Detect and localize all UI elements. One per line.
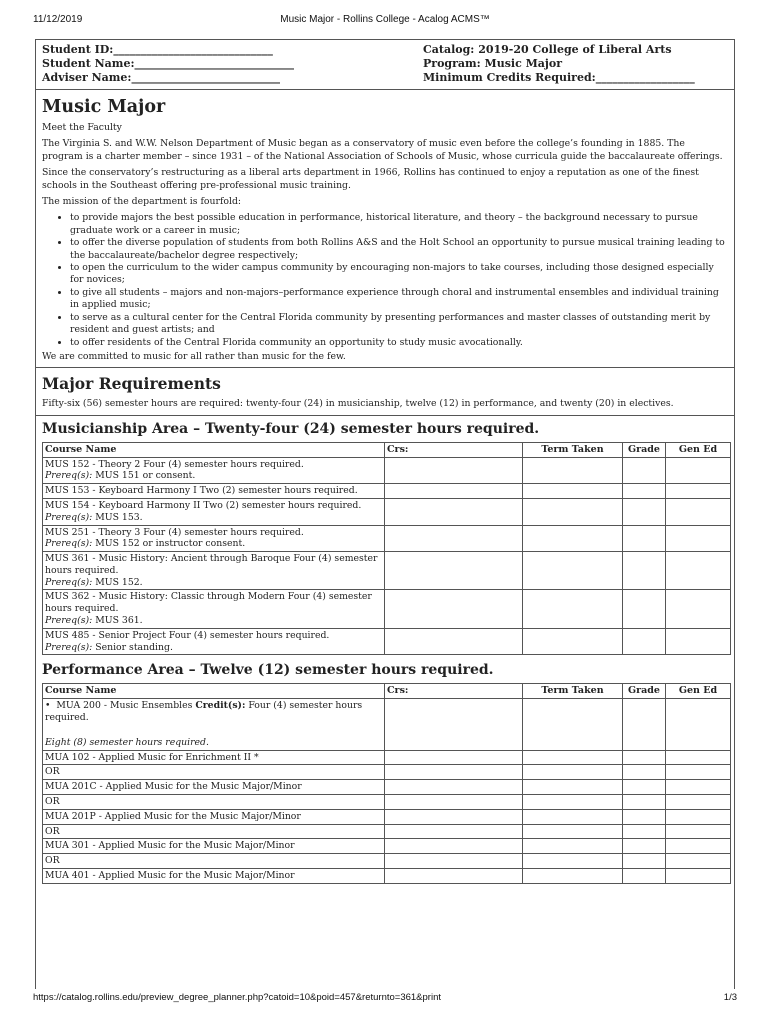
col-crs: Crs:: [385, 684, 523, 699]
crs-cell[interactable]: [385, 628, 523, 655]
course-cell: [43, 869, 385, 884]
prereq-label: Prereq(s):: [45, 538, 93, 550]
gened-cell[interactable]: [666, 795, 731, 810]
major-requirements-heading: Major Requirements: [42, 374, 221, 394]
course-cell: [43, 765, 385, 780]
crs-cell[interactable]: [385, 552, 523, 590]
table-row: [43, 628, 731, 655]
course-link[interactable]: MUS 361 - Music History: Ancient through Baroque Four (4) semester hours required.: [45, 553, 378, 576]
term-cell[interactable]: [523, 809, 623, 824]
crs-cell[interactable]: [385, 525, 523, 552]
table-row: [43, 824, 731, 839]
gened-cell[interactable]: [666, 854, 731, 869]
gened-cell[interactable]: [666, 525, 731, 552]
mission-item: • to offer the diverse population of students from both Rollins A&S and the Holt School an opportunity to pursue musical training leading to the baccalaureate/bachelor degree respectively;: [70, 237, 728, 262]
table-row: [43, 699, 731, 750]
or-label: OR: [45, 766, 60, 778]
grade-cell[interactable]: [623, 525, 666, 552]
print-url: https://catalog.rollins.edu/preview_degree_planner.php?catoid=10&poid=457&returnto=361&print: [33, 992, 442, 1003]
mission-item: • to offer residents of the Central Florida community an opportunity to study music avocationally.: [70, 337, 728, 349]
gened-cell[interactable]: [666, 590, 731, 628]
min-credits-field: Minimum Credits Required:__________________: [423, 71, 695, 84]
crs-cell[interactable]: [385, 795, 523, 810]
mission-item: • to open the curriculum to the wider campus community by encouraging non-majors to take courses, including those designed especially for novices;: [70, 262, 728, 287]
col-term-taken: Term Taken: [523, 684, 623, 699]
prereq-label: Prereq(s):: [45, 470, 93, 482]
course-cell: [43, 699, 385, 750]
performance-table: [42, 683, 731, 883]
prereq-text: MUS 153.: [92, 511, 143, 523]
print-footer: [33, 992, 737, 1006]
gened-cell[interactable]: [666, 765, 731, 780]
prereq-text: MUS 152 or instructor consent.: [92, 538, 246, 550]
print-date: 11/12/2019: [33, 14, 83, 25]
credit-label: Credit(s):: [195, 700, 246, 712]
crs-cell[interactable]: [385, 765, 523, 780]
gened-cell[interactable]: [666, 750, 731, 765]
course-link[interactable]: MUA 200 - Music Ensembles: [56, 700, 196, 712]
table-row: [43, 750, 731, 765]
course-link[interactable]: MUA 102 - Applied Music for Enrichment II *: [45, 751, 259, 763]
term-cell[interactable]: [523, 628, 623, 655]
print-header: [33, 14, 737, 28]
col-course-name: Course Name: [43, 442, 385, 457]
crs-cell[interactable]: [385, 457, 523, 484]
col-grade: Grade: [623, 442, 666, 457]
course-cell: [43, 809, 385, 824]
major-requirements-text: Fifty-six (56) semester hours are required: twenty-four (24) in musicianship, twelve (12) in performance, and twenty (20) in electives.: [42, 398, 674, 410]
term-cell[interactable]: [523, 854, 623, 869]
gened-cell[interactable]: [666, 839, 731, 854]
prereq-label: Prereq(s):: [45, 511, 93, 523]
course-cell: [43, 484, 385, 499]
course-link[interactable]: MUS 251 - Theory 3 Four (4) semester hours required.: [45, 526, 304, 538]
mission-item: • to give all students – majors and non-majors–performance experience through choral and instrumental ensembles and individual training in applied music;: [70, 287, 728, 312]
table-row: [43, 525, 731, 552]
col-term-taken: Term Taken: [523, 442, 623, 457]
student-id-field: Student ID:_____________________________: [42, 43, 273, 56]
crs-cell[interactable]: [385, 869, 523, 884]
divider: [36, 415, 734, 416]
term-cell[interactable]: [523, 824, 623, 839]
course-link[interactable]: MUA 201C - Applied Music for the Music Major/Minor: [45, 781, 302, 793]
bullet-icon: •: [45, 700, 57, 712]
table-row: [43, 795, 731, 810]
prereq-text: MUS 152.: [92, 576, 143, 588]
term-cell[interactable]: [523, 552, 623, 590]
student-info-box: [36, 40, 734, 90]
crs-cell[interactable]: [385, 484, 523, 499]
term-cell[interactable]: [523, 525, 623, 552]
table-row: [43, 590, 731, 628]
grade-cell[interactable]: [623, 839, 666, 854]
prereq-text: MUS 361.: [92, 615, 143, 627]
credit-text: Four (4) semester hours required.: [45, 700, 363, 724]
grade-cell[interactable]: [623, 780, 666, 795]
student-info-right: [385, 43, 728, 87]
table-row: [43, 809, 731, 824]
student-name-field: Student Name:_____________________________: [42, 57, 295, 70]
gened-cell[interactable]: [666, 552, 731, 590]
term-cell[interactable]: [523, 457, 623, 484]
prereq-label: Prereq(s):: [45, 576, 93, 588]
grade-cell[interactable]: [623, 869, 666, 884]
grade-cell[interactable]: [623, 552, 666, 590]
term-cell[interactable]: [523, 750, 623, 765]
performance-heading: Performance Area – Twelve (12) semester hours required.: [42, 662, 494, 679]
page-number: 1/3: [723, 992, 737, 1003]
course-link[interactable]: MUA 401 - Applied Music for the Music Major/Minor: [45, 870, 295, 882]
grade-cell[interactable]: [623, 809, 666, 824]
course-cell: [43, 590, 385, 628]
grade-cell[interactable]: [623, 750, 666, 765]
crs-cell[interactable]: [385, 780, 523, 795]
gened-cell[interactable]: [666, 699, 731, 750]
print-page-title: Music Major - Rollins College - Acalog ACMS™: [280, 14, 490, 25]
mission-item: • to provide majors the best possible education in performance, historical literature, and theory – the background necessary to pursue graduate work or a career in music;: [70, 212, 728, 237]
col-gen-ed: Gen Ed: [666, 442, 731, 457]
term-cell[interactable]: [523, 590, 623, 628]
prereq-text: Senior standing.: [92, 641, 173, 653]
gened-cell[interactable]: [666, 484, 731, 499]
degree-planner-frame: [35, 39, 735, 989]
table-header-row: [43, 684, 731, 699]
table-header-row: [43, 442, 731, 457]
grade-cell[interactable]: [623, 590, 666, 628]
prereq-label: Prereq(s):: [45, 641, 93, 653]
crs-cell[interactable]: [385, 699, 523, 750]
or-label: OR: [45, 796, 60, 808]
crs-cell[interactable]: [385, 498, 523, 525]
crs-cell[interactable]: [385, 750, 523, 765]
table-row: [43, 869, 731, 884]
course-link[interactable]: MUS 485 - Senior Project Four (4) semester hours required.: [45, 629, 330, 641]
course-cell: [43, 854, 385, 869]
course-cell: [43, 780, 385, 795]
mission-intro: The mission of the department is fourfold:: [42, 196, 242, 208]
crs-cell[interactable]: [385, 590, 523, 628]
catalog-field: Catalog: 2019-20 College of Liberal Arts: [423, 43, 672, 56]
course-link[interactable]: MUS 153 - Keyboard Harmony I Two (2) semester hours required.: [45, 485, 358, 497]
table-row: [43, 780, 731, 795]
meet-faculty-text: Meet the Faculty: [42, 122, 122, 133]
course-cell: [43, 552, 385, 590]
table-row: [43, 498, 731, 525]
intro-paragraph: The Virginia S. and W.W. Nelson Department of Music began as a conservatory of music even before the college’s founding in 1885. The program is a charter member – since 1931 – of the National Association of Schools of Music, whose curricula guide the baccalaureate offerings.: [42, 138, 723, 162]
performance-section: [42, 659, 728, 883]
program-field: Program: Music Major: [423, 57, 563, 70]
page-title: Music Major: [42, 97, 166, 117]
gened-cell[interactable]: [666, 628, 731, 655]
crs-cell[interactable]: [385, 824, 523, 839]
term-cell[interactable]: [523, 765, 623, 780]
course-cell: [43, 525, 385, 552]
grade-cell[interactable]: [623, 484, 666, 499]
gened-cell[interactable]: [666, 780, 731, 795]
student-info-left: [42, 43, 385, 87]
crs-cell[interactable]: [385, 854, 523, 869]
course-cell: [43, 824, 385, 839]
col-crs: Crs:: [385, 442, 523, 457]
gened-cell[interactable]: [666, 869, 731, 884]
course-link[interactable]: MUA 201P - Applied Music for the Music Major/Minor: [45, 810, 301, 822]
table-row: [43, 765, 731, 780]
or-label: OR: [45, 855, 60, 867]
mission-list: [70, 212, 728, 348]
col-grade: Grade: [623, 684, 666, 699]
adviser-name-field: Adviser Name:___________________________: [42, 71, 280, 84]
course-link[interactable]: MUS 154 - Keyboard Harmony II Two (2) semester hours required.: [45, 499, 362, 511]
grade-cell[interactable]: [623, 699, 666, 750]
course-cell: [43, 628, 385, 655]
table-row: [43, 552, 731, 590]
divider: [36, 367, 734, 368]
term-cell[interactable]: [523, 498, 623, 525]
table-row: [43, 484, 731, 499]
col-course-name: Course Name: [43, 684, 385, 699]
mission-item: • to serve as a cultural center for the Central Florida community by presenting performances and master classes of outstanding merit by resident and guest artists; and: [70, 312, 728, 337]
table-row: [43, 457, 731, 484]
course-link[interactable]: MUS 362 - Music History: Classic through Modern Four (4) semester hours required.: [45, 591, 372, 615]
crs-cell[interactable]: [385, 839, 523, 854]
term-cell[interactable]: [523, 869, 623, 884]
term-cell[interactable]: [523, 780, 623, 795]
history-paragraph: Since the conservatory’s restructuring as a liberal arts department in 1966, Rollins has continued to enjoy a reputation as one of the finest schools in the Southeast offering pre-professional music training.: [42, 167, 699, 191]
term-cell[interactable]: [523, 484, 623, 499]
crs-cell[interactable]: [385, 809, 523, 824]
course-link[interactable]: MUS 152 - Theory 2 Four (4) semester hours required.: [45, 458, 304, 470]
prereq-label: Prereq(s):: [45, 615, 93, 627]
gened-cell[interactable]: [666, 824, 731, 839]
term-cell[interactable]: [523, 699, 623, 750]
musicianship-section: [42, 418, 728, 656]
committed-text: We are committed to music for all rather than music for the few.: [42, 350, 346, 362]
grade-cell[interactable]: [623, 854, 666, 869]
gened-cell[interactable]: [666, 809, 731, 824]
course-cell: [43, 457, 385, 484]
term-cell[interactable]: [523, 795, 623, 810]
table-row: [43, 839, 731, 854]
or-label: OR: [45, 825, 60, 837]
grade-cell[interactable]: [623, 498, 666, 525]
course-cell: [43, 839, 385, 854]
musicianship-heading: Musicianship Area – Twenty-four (24) semester hours required.: [42, 420, 540, 437]
grade-cell[interactable]: [623, 765, 666, 780]
course-cell: [43, 498, 385, 525]
requirement-note: Eight (8) semester hours required.: [45, 736, 209, 748]
musicianship-table: [42, 442, 731, 656]
gened-cell[interactable]: [666, 457, 731, 484]
table-row: [43, 854, 731, 869]
grade-cell[interactable]: [623, 824, 666, 839]
grade-cell[interactable]: [623, 628, 666, 655]
course-link[interactable]: MUA 301 - Applied Music for the Music Major/Minor: [45, 840, 295, 852]
course-cell: [43, 750, 385, 765]
grade-cell[interactable]: [623, 457, 666, 484]
prereq-text: MUS 151 or consent.: [92, 470, 196, 482]
col-gen-ed: Gen Ed: [666, 684, 731, 699]
term-cell[interactable]: [523, 839, 623, 854]
course-cell: [43, 795, 385, 810]
grade-cell[interactable]: [623, 795, 666, 810]
gened-cell[interactable]: [666, 498, 731, 525]
